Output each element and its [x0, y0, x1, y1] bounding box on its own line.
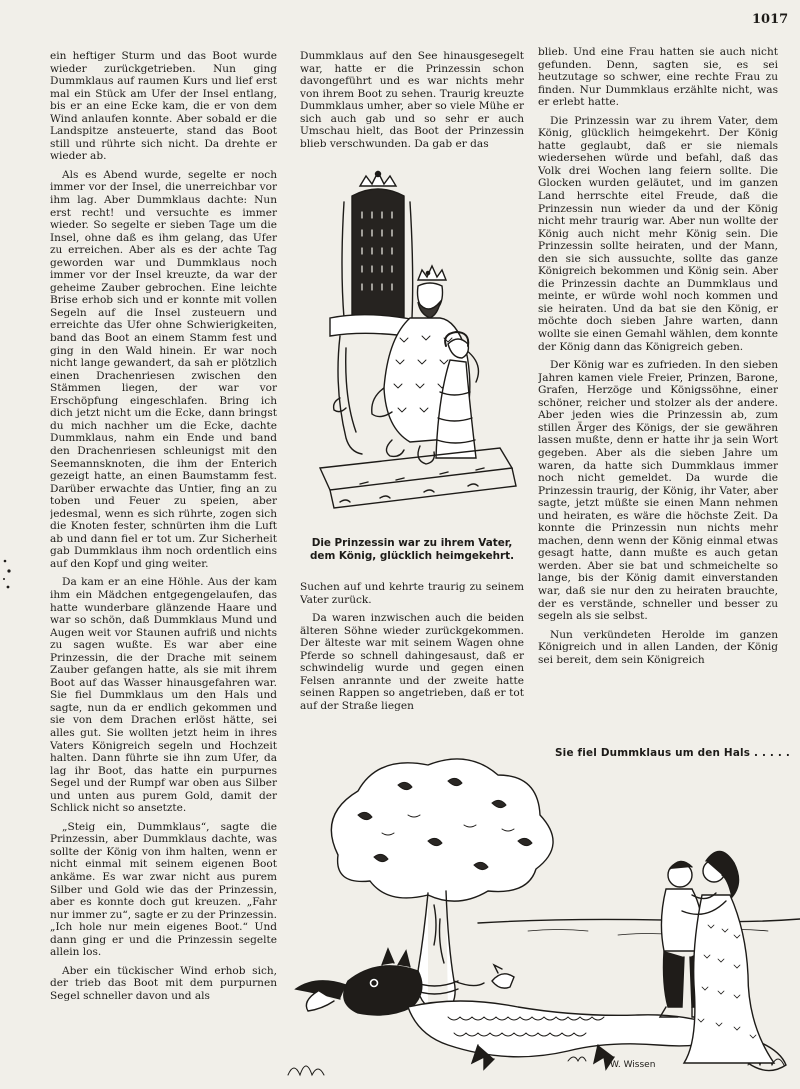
paragraph: ein heftiger Sturm und das Boot wurde wieder zurückgetrieben. Nun ging Dummklaus auf raumen Kurs und lief erst mal ein Stück am Ufer der Insel entlang, bis er an eine Ecke kam, die er von dem Wind anlaufen konnte. Aber sobald er die Landspitze ansteuerte, stand das Boot still und rührte sich nicht. Da drehte er wieder ab. — [50, 50, 277, 163]
text-column-3 — [538, 46, 778, 726]
paragraph: Als es Abend wurde, segelte er noch immer vor der Insel, die unerreichbar vor ihm lag. Aber Dummklaus dachte: Nun erst recht! und versuchte es immer wieder. So segelte er sieben Tage um die Insel, ohne daß es ihm gelang, das Ufer zu erreichen. Aber als es der achte Tag geworden war und Dummklaus noch immer vor der Insel kreuzte, da war der geheime Zauber gebrochen. Eine leichte Brise erhob sich und er konnte mit vollen Segeln auf die Insel zusteuern und erreichte das Ufer ohne Schwierigkeiten, band das Boot an einem Stamm fest und ging in den Wald hinein. Er war noch nicht lange gewandert, da sah er plötzlich einen Drachenriesen zwischen den Stämmen liegen, der war vor Erschöpfung eingeschlafen. Bring ich dich jetzt nicht um die Ecke, dann bringst du mich nachher um die Ecke, dachte Dummklaus, nahm ein Ende und band den Drachenriesen schleunigst mit den Seemannsknoten, die ihm der Enterich gezeigt hatte, an einen Baumstamm fest. Darüber erwachte das Untier, fing an zu toben und Feuer zu speien, aber jedesmal, wenn es sich rührte, zogen sich die Knoten fester, schnürten ihm die Luft ab und dann fiel er tot um. Zur Sicherheit gab Dummklaus ihm noch ordentlich eins auf den Kopf und ging weiter. — [50, 168, 277, 570]
king-illustration-caption: Die Prinzessin war zu ihrem Vater, dem König, glücklich heimgekehrt. — [309, 537, 515, 562]
paragraph: Die Prinzessin war zu ihrem Vater, dem König, glücklich heimgekehrt. Der König hatte geglaubt, daß er sie niemals wiedersehen würde und befahl, daß das Volk drei Wochen lang feiern sollte. Die Glocken wurden geläutet, und im ganzen Land herrschte eitel Freude, daß die Prinzessin nun wieder da und der König nicht mehr traurig war. Aber nun wollte der König auch nicht mehr König sein. Die Prinzessin sollte heiraten, und der Mann, den sie sich aussuchte, sollte das ganze Königreich bekommen und König sein. Aber die Prinzessin dachte an Dummklaus und meinte, er würde wohl noch kommen und sie heiraten. Und da bat sie den König, er möchte doch sieben Jahre warten, dann wollte sie einen Gemahl wählen, dem konnte der König dann das Königreich geben. — [538, 114, 778, 353]
paragraph: Der König war es zufrieden. In den sieben Jahren kamen viele Freier, Prinzen, Barone, Grafen, Herzöge und Königssöhne, einer schöner, reicher und stolzer als der andere. Aber jeden wies die Prinzessin ab, zum stillen Ärger des Königs, der sie gewähren lassen mußte, denn er hatte ihr ja sein Wort gegeben. Aber als die sieben Jahre um waren, da hatte sich Dummklaus immer noch nicht gemeldet. Da wurde die Prinzessin traurig, der König, ihr Vater, aber sagte, jetzt müßte sie einen Mann nehmen und heiraten, es wäre die höchste Zeit. Da konnte die Prinzessin nun nichts mehr machen, denn wenn der König einmal etwas gesagt hatte, dann mußte es auch getan werden. Aber sie bat und schmeichelte so lange, bis der König damit einverstanden war, daß sie nur den zu heiraten brauchte, der es verstände, schneller und besser zu segeln als sie selbst. — [538, 359, 778, 623]
page-number: 1017 — [752, 12, 789, 27]
text-column-2-top — [300, 50, 524, 160]
dragon-couple-illustration — [278, 745, 800, 1083]
paragraph: Da kam er an eine Höhle. Aus der kam ihm ein Mädchen entgegengelaufen, das hatte wunderbare glänzende Haare und war so schön, daß Dummklaus Mund und Augen weit vor Staunen aufriß und nichts zu sagen wußte. Es war aber eine Prinzessin, die der Drache mit seinem Zauber gefangen hatte, als sie mit ihrem Boot auf das Wasser hinausgefahren war. Sie fiel Dummklaus um den Hals und sagte, nun da er endlich gekommen und sie von dem Drachen erlöst hätte, sei alles gut. Sie wollten jetzt heim in ihres Vaters Königreich segeln und Hochzeit halten. Dann führte sie ihn zum Ufer, da lag ihr Boot, das hatte ein purpurnes Segel und der Rumpf war oben aus Silber und unten aus purem Gold, damit der Schlick nicht so ansetzte. — [50, 576, 277, 815]
artist-signature: W. Wissen — [610, 1060, 656, 1070]
dragon-scene-drawing — [278, 745, 800, 1083]
paragraph: Nun verkündeten Herolde im ganzen Königreich und in allen Landen, der König sei bereit, dem sein Königreich — [538, 628, 778, 666]
text-column-2-bottom — [300, 581, 524, 751]
paragraph: Aber ein tückischer Wind erhob sich, der trieb das Boot mit dem purpurnen Segel schneller davon und als — [50, 964, 277, 1002]
dragon-illustration-caption: Sie fiel Dummklaus um den Hals . . . . . — [555, 747, 790, 759]
paragraph: „Steig ein, Dummklaus“, sagte die Prinzessin, aber Dummklaus dachte, was sollte der König von ihm halten, wenn er nicht einmal mit seinem eigenen Boot ankäme. Es war zwar nicht aus purem Silber und Gold wie das der Prinzessin, aber es konnte doch gut kreuzen. „Fahr nur immer zu“, sagte er zu der Prinzessin. „Ich hole nur mein eigenes Boot.“ Und dann ging er und die Prinzessin segelte allein los. — [50, 820, 277, 959]
scan-edge-marks — [0, 555, 14, 595]
king-illustration — [300, 168, 524, 530]
paragraph: Dummklaus auf den See hinausgesegelt war, hatte er die Prinzessin schon davongeführt und es war nichts mehr von ihrem Boot zu sehen. Traurig kreuzte Dummklaus umher, aber so viele Mühe er sich auch gab und so sehr er auch Umschau hielt, das Boot der Prinzessin blieb verschwunden. Da gab er das — [300, 50, 524, 150]
text-column-1 — [50, 50, 277, 1060]
paragraph: blieb. Und eine Frau hatten sie auch nicht gefunden. Denn, sagten sie, es sei heutzutage so schwer, eine rechte Frau zu finden. Nur Dummklaus erzählte nicht, was er erlebt hatte. — [538, 46, 778, 109]
paragraph: Suchen auf und kehrte traurig zu seinem Vater zurück. — [300, 581, 524, 606]
paragraph: Da waren inzwischen auch die beiden älteren Söhne wieder zurückgekommen. Der älteste war mit seinem Wagen ohne Pferde so schnell dahingesaust, daß er schwindelig wurde und gegen einen Felsen anrannte und der zweite hatte seinen Rappen so angetrieben, daß er tot auf der Straße liegen — [300, 612, 524, 712]
king-throne-drawing — [300, 168, 524, 530]
